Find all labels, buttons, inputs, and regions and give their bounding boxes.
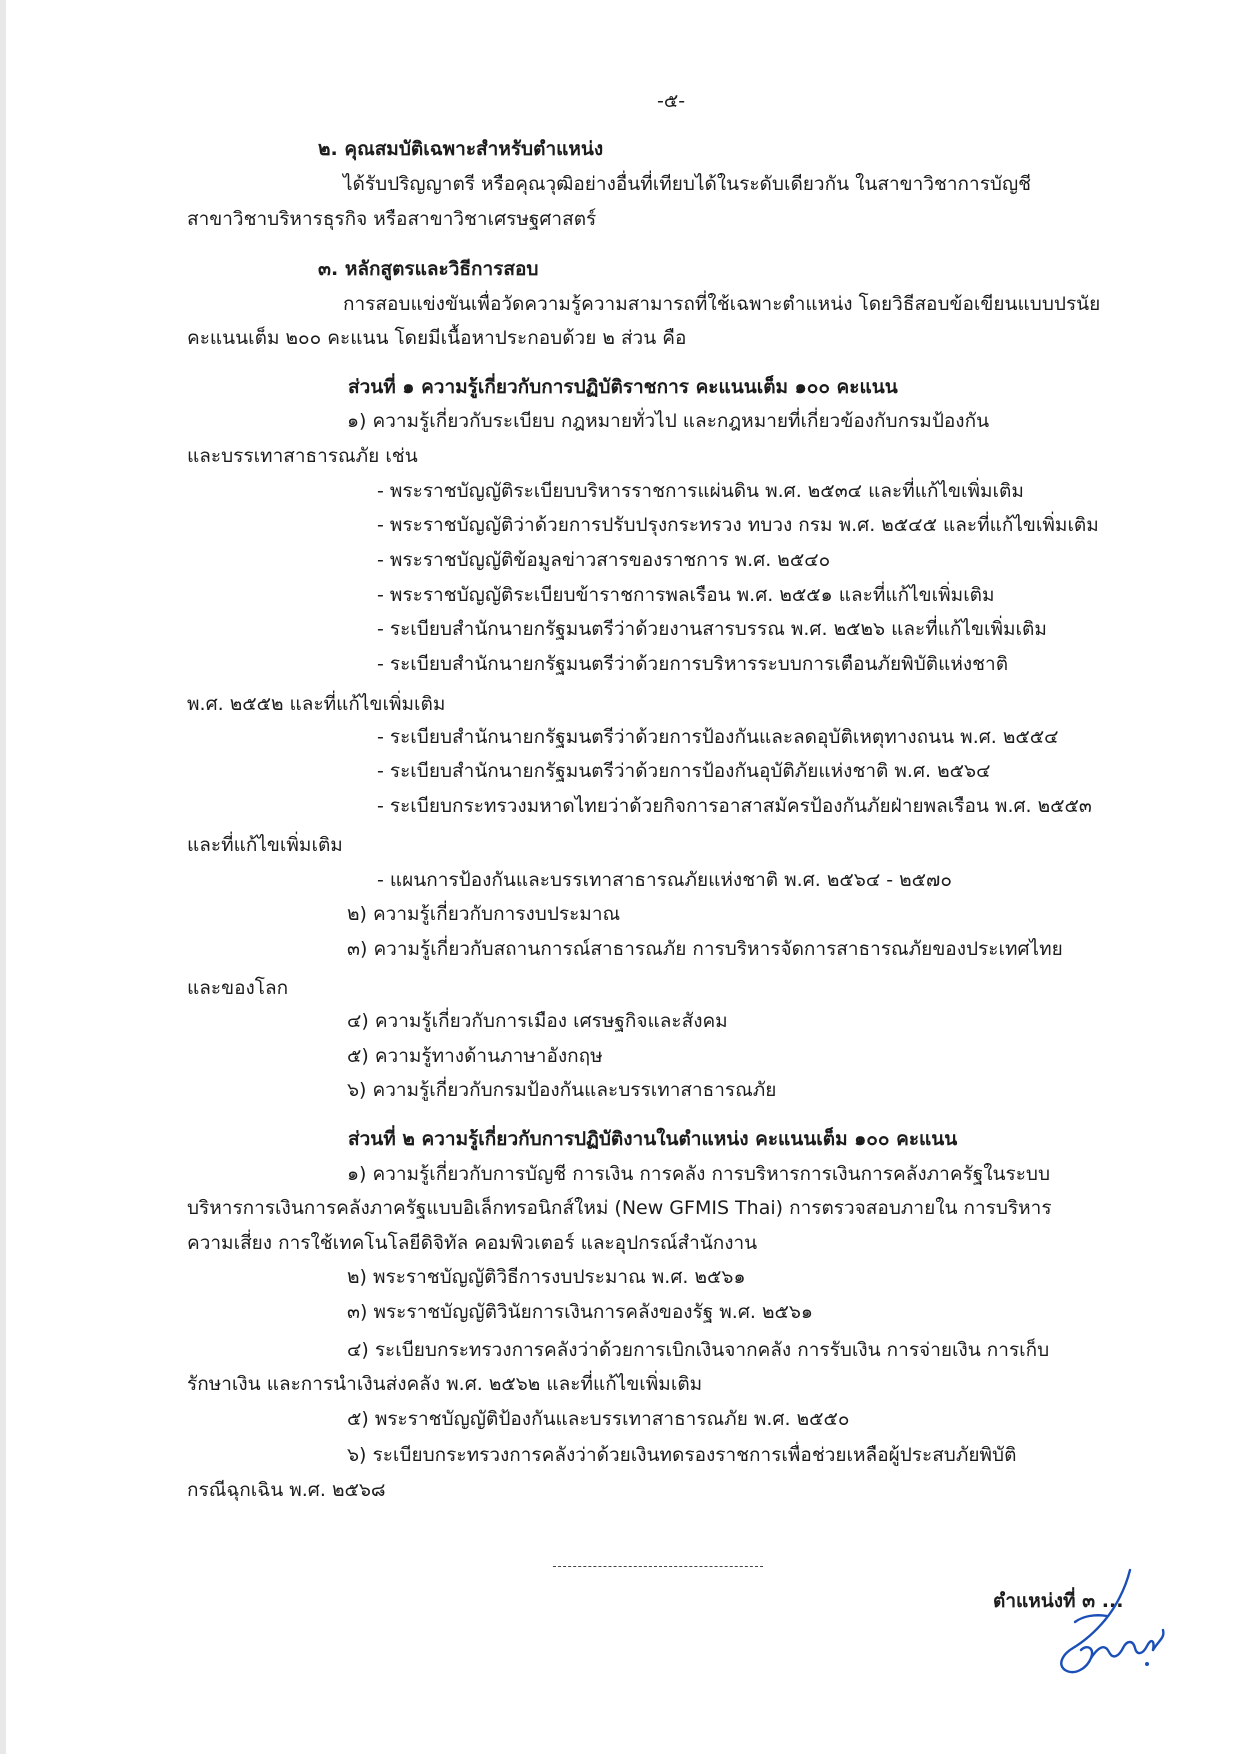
section-2-line-1: ได้รับปริญญาตรี หรือคุณวุฒิอย่างอื่นที่เทียบได้ในระดับเดียวกัน ในสาขาวิชาการบัญชี <box>343 173 1032 195</box>
part-2-item-6-line-1: ๖) ระเบียบกระทรวงการคลังว่าด้วยเงินทดรองราชการเพื่อช่วยเหลือผู้ประสบภัยพิบัติ <box>347 1444 1017 1466</box>
part-1-law-3: - พระราชบัญญัติข้อมูลข่าวสารของราชการ พ.ศ. ๒๕๔๐ <box>377 549 831 571</box>
part-1-law-9-line-1: - ระเบียบกระทรวงมหาดไทยว่าด้วยกิจการอาสาสมัครป้องกันภัยฝ่ายพลเรือน พ.ศ. ๒๕๕๓ <box>377 795 1092 817</box>
part-2-item-1-line-1: ๑) ความรู้เกี่ยวกับการบัญชี การเงิน การคลัง การบริหารการเงินการคลังภาครัฐในระบบ <box>347 1163 1051 1185</box>
part-1-item-1-line-1: ๑) ความรู้เกี่ยวกับระเบียบ กฎหมายทั่วไป และกฎหมายที่เกี่ยวข้องกับกรมป้องกัน <box>347 410 990 432</box>
part-1-item-1-line-2: และบรรเทาสาธารณภัย เช่น <box>187 445 418 467</box>
page-edge <box>0 0 6 1754</box>
continuation-note: ตำแหน่งที่ ๓ ... <box>993 1590 1124 1612</box>
part-2-item-1-line-3: ความเสี่ยง การใช้เทคโนโลยีดิจิทัล คอมพิวเตอร์ และอุปกรณ์สำนักงาน <box>187 1232 758 1254</box>
part-1-law-7: - ระเบียบสำนักนายกรัฐมนตรีว่าด้วยการป้องกันและลดอุบัติเหตุทางถนน พ.ศ. ๒๕๕๔ <box>377 726 1059 748</box>
part-1-law-4: - พระราชบัญญัติระเบียบข้าราชการพลเรือน พ.ศ. ๒๕๕๑ และที่แก้ไขเพิ่มเติม <box>377 584 995 606</box>
section-2-heading: ๒. คุณสมบัติเฉพาะสำหรับตำแหน่ง <box>318 138 604 160</box>
part-1-heading: ส่วนที่ ๑ ความรู้เกี่ยวกับการปฏิบัติราชการ คะแนนเต็ม ๑๐๐ คะแนน <box>348 376 898 398</box>
part-1-item-2: ๒) ความรู้เกี่ยวกับการงบประมาณ <box>347 903 621 925</box>
part-2-item-4-line-1: ๔) ระเบียบกระทรวงการคลังว่าด้วยการเบิกเงินจากคลัง การรับเงิน การจ่ายเงิน การเก็บ <box>347 1339 1050 1361</box>
section-3-heading: ๓. หลักสูตรและวิธีการสอบ <box>318 258 539 280</box>
part-1-item-3-line-1: ๓) ความรู้เกี่ยวกับสถานการณ์สาธารณภัย การบริหารจัดการสาธารณภัยของประเทศไทย <box>347 938 1063 960</box>
page-number: -๕- <box>657 90 686 112</box>
part-1-law-2: - พระราชบัญญัติว่าด้วยการปรับปรุงกระทรวง ทบวง กรม พ.ศ. ๒๕๔๕ และที่แก้ไขเพิ่มเติม <box>377 514 1099 536</box>
part-1-law-6-line-2: พ.ศ. ๒๕๕๒ และที่แก้ไขเพิ่มเติม <box>187 693 446 715</box>
part-2-item-3: ๓) พระราชบัญญัติวินัยการเงินการคลังของรัฐ พ.ศ. ๒๕๖๑ <box>347 1301 813 1323</box>
part-2-item-2: ๒) พระราชบัญญัติวิธีการงบประมาณ พ.ศ. ๒๕๖๑ <box>347 1266 746 1288</box>
part-1-item-4: ๔) ความรู้เกี่ยวกับการเมือง เศรษฐกิจและสังคม <box>347 1010 728 1032</box>
part-1-item-5: ๕) ความรู้ทางด้านภาษาอังกฤษ <box>347 1045 603 1067</box>
part-2-item-1-line-2: บริหารการเงินการคลังภาครัฐแบบอิเล็กทรอนิกส์ใหม่ (New GFMIS Thai) การตรวจสอบภายใน การบริหาร <box>187 1197 1052 1219</box>
part-1-law-5: - ระเบียบสำนักนายกรัฐมนตรีว่าด้วยงานสารบรรณ พ.ศ. ๒๕๒๖ และที่แก้ไขเพิ่มเติม <box>377 618 1047 640</box>
part-1-law-9-line-2: และที่แก้ไขเพิ่มเติม <box>187 834 343 856</box>
part-1-item-6: ๖) ความรู้เกี่ยวกับกรมป้องกันและบรรเทาสาธารณภัย <box>347 1079 777 1101</box>
part-1-item-3-line-2: และของโลก <box>187 977 289 999</box>
section-3-line-1: การสอบแข่งขันเพื่อวัดความรู้ความสามารถที่ใช้เฉพาะตำแหน่ง โดยวิธีสอบข้อเขียนแบบปรนัย <box>343 293 1101 315</box>
part-2-item-5: ๕) พระราชบัญญัติป้องกันและบรรเทาสาธารณภัย พ.ศ. ๒๕๕๐ <box>347 1408 850 1430</box>
part-2-item-4-line-2: รักษาเงิน และการนำเงินส่งคลัง พ.ศ. ๒๕๖๒ และที่แก้ไขเพิ่มเติม <box>187 1373 703 1395</box>
section-2-line-2: สาขาวิชาบริหารธุรกิจ หรือสาขาวิชาเศรษฐศาสตร์ <box>187 208 597 230</box>
end-divider <box>553 1566 763 1567</box>
part-2-item-6-line-2: กรณีฉุกเฉิน พ.ศ. ๒๕๖๘ <box>187 1479 386 1501</box>
part-1-law-10: - แผนการป้องกันและบรรเทาสาธารณภัยแห่งชาติ พ.ศ. ๒๕๖๔ - ๒๕๗๐ <box>377 869 952 891</box>
part-1-law-1: - พระราชบัญญัติระเบียบบริหารราชการแผ่นดิน พ.ศ. ๒๕๓๔ และที่แก้ไขเพิ่มเติม <box>377 480 1024 502</box>
part-1-law-6-line-1: - ระเบียบสำนักนายกรัฐมนตรีว่าด้วยการบริหารระบบการเตือนภัยพิบัติแห่งชาติ <box>377 653 1009 675</box>
part-2-heading: ส่วนที่ ๒ ความรู้เกี่ยวกับการปฏิบัติงานในตำแหน่ง คะแนนเต็ม ๑๐๐ คะแนน <box>348 1128 958 1150</box>
section-3-line-2: คะแนนเต็ม ๒๐๐ คะแนน โดยมีเนื้อหาประกอบด้วย ๒ ส่วน คือ <box>187 327 687 349</box>
handwritten-initials <box>1035 1560 1195 1680</box>
part-1-law-8: - ระเบียบสำนักนายกรัฐมนตรีว่าด้วยการป้องกันอุบัติภัยแห่งชาติ พ.ศ. ๒๕๖๔ <box>377 760 991 782</box>
